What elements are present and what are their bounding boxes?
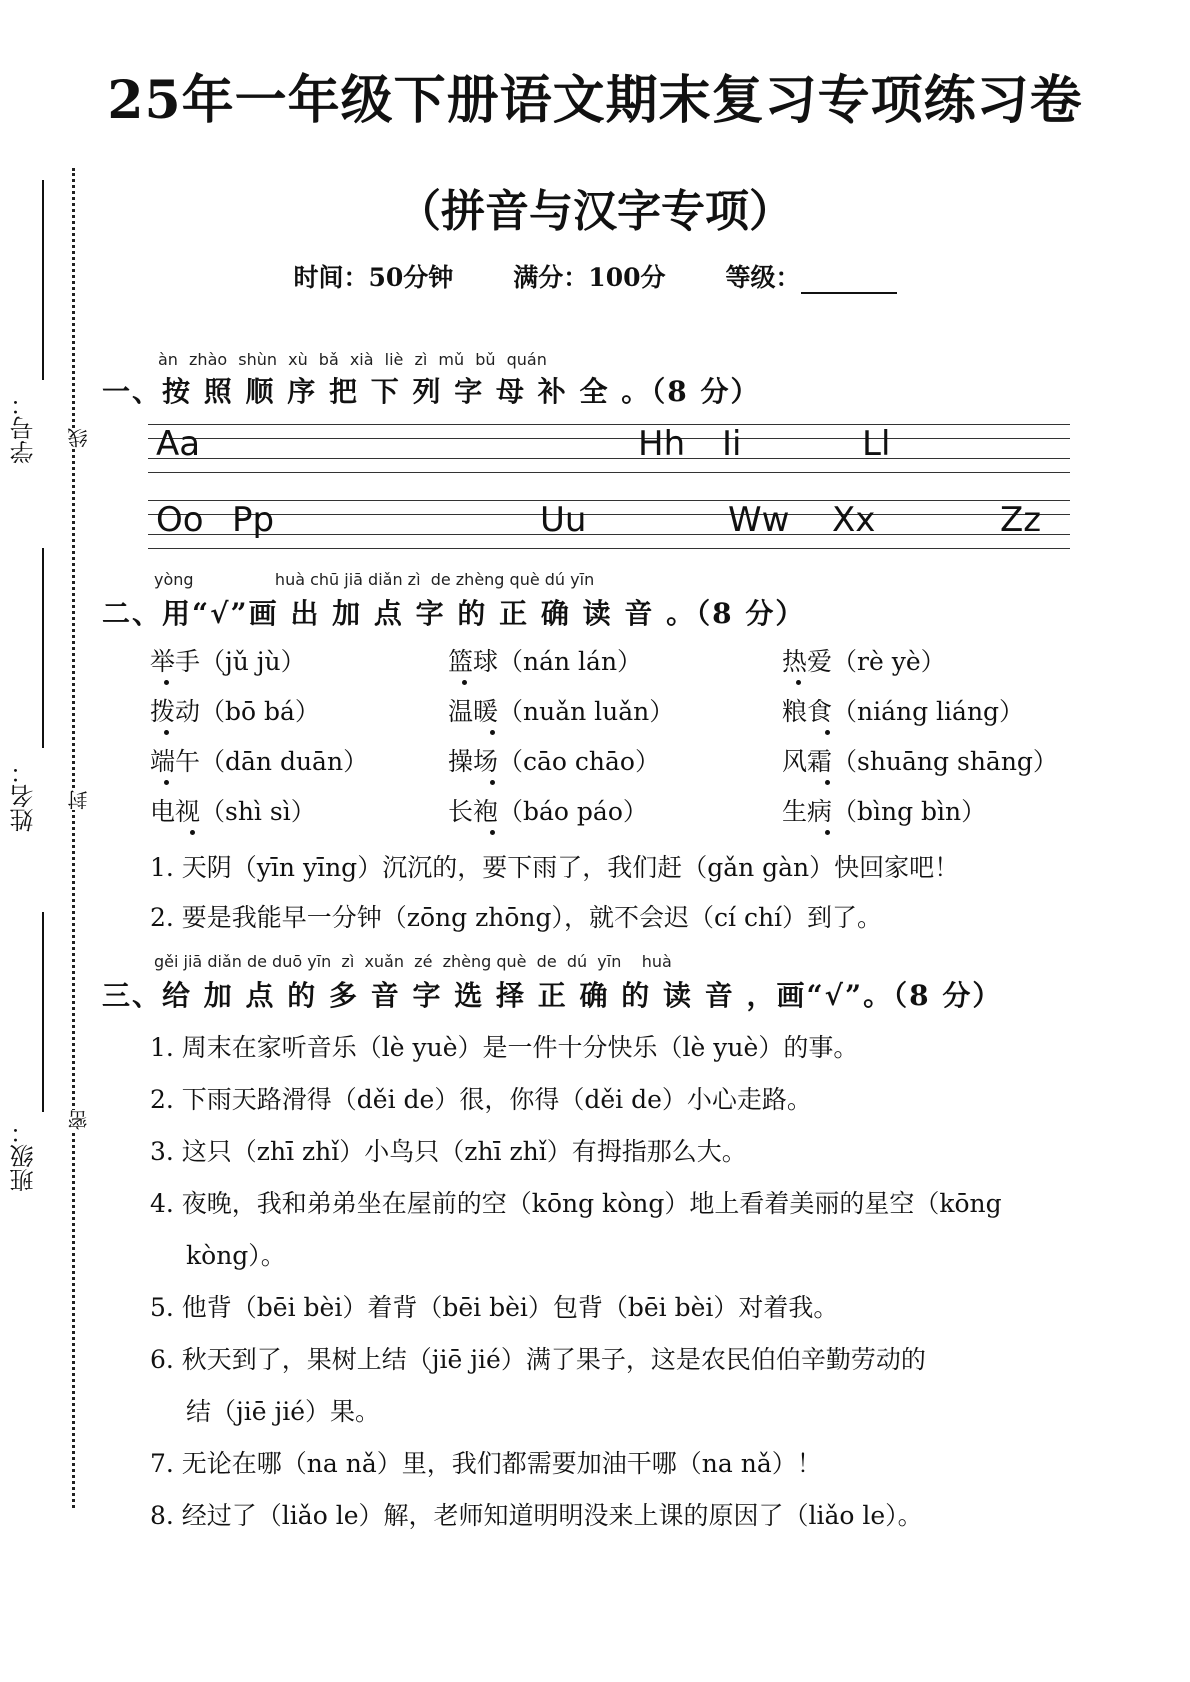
emphasis-dot xyxy=(462,680,467,685)
emphasis-dot xyxy=(490,780,495,785)
section2-sentence[interactable]: 1. 天阴（yīn yīng）沉沉的，要下雨了，我们赶（gǎn gàn）快回家吧！ xyxy=(150,853,960,882)
section3-pinyin: gěi jiā diǎn de duō yīn zì xuǎn zé zhèng què de dú yīn huà xyxy=(154,952,672,971)
page-title: 25年一年级下册语文期末复习专项练习卷 xyxy=(107,70,1083,131)
section1-title: 一、按 照 顺 序 把 下 列 字 母 补 全 。（8 分） xyxy=(102,375,761,408)
word-item[interactable]: 长袍（báo páo） xyxy=(448,797,648,826)
name-blank[interactable] xyxy=(42,548,44,748)
section3-sentence[interactable]: 1. 周末在家听音乐（lè yuè）是一件十分快乐（lè yuè）的事。 xyxy=(150,1033,859,1062)
section3-sentence-cont[interactable]: kòng）。 xyxy=(186,1241,286,1270)
word-item[interactable]: 端午（dān duān） xyxy=(150,747,369,776)
emphasis-dot xyxy=(825,780,830,785)
section2-sentence[interactable]: 2. 要是我能早一分钟（zōng zhōng），就不会迟（cí chí）到了。 xyxy=(150,903,883,932)
letter-pair: Xx xyxy=(832,500,876,540)
page-subtitle: （拼音与汉字专项） xyxy=(397,186,793,237)
section3-sentence[interactable]: 8. 经过了（liǎo le）解，老师知道明明没来上课的原因了（liǎo le）。 xyxy=(150,1501,923,1530)
word-item[interactable]: 风霜（shuāng shāng） xyxy=(782,747,1058,776)
emphasis-dot xyxy=(825,830,830,835)
cut-mark-line: 线 xyxy=(64,428,93,448)
word-item[interactable]: 热爱（rè yè） xyxy=(782,647,946,676)
emphasis-dot xyxy=(164,730,169,735)
section3-sentence[interactable]: 5. 他背（bēi bèi）着背（bēi bèi）包背（bēi bèi）对着我。 xyxy=(150,1293,839,1322)
word-item[interactable]: 操场（cāo chāo） xyxy=(448,747,660,776)
section3-sentence[interactable]: 3. 这只（zhī zhǐ）小鸟只（zhī zhǐ）有拇指那么大。 xyxy=(150,1137,747,1166)
word-item[interactable]: 电视（shì sì） xyxy=(150,797,316,826)
letter-pair: Pp xyxy=(232,500,275,540)
class-label: 班级： xyxy=(10,1120,38,1192)
section3-sentence[interactable]: 4. 夜晚，我和弟弟坐在屋前的空（kōng kòng）地上看着美丽的星空（kōng xyxy=(150,1189,1002,1218)
section2-word-grid xyxy=(150,642,1090,842)
word-item[interactable]: 篮球（nán lán） xyxy=(448,647,643,676)
section2-pinyin: yòng huà chū jiā diǎn zì de zhèng què dú yīn xyxy=(154,570,595,589)
word-item[interactable]: 拨动（bō bá） xyxy=(150,697,320,726)
letter-pair: Ii xyxy=(722,424,742,464)
cut-mark-secret: 密 xyxy=(64,1110,93,1130)
letter-pair: Oo xyxy=(156,500,204,540)
letter-pair: Aa xyxy=(156,424,201,464)
binding-dotted-line xyxy=(72,168,75,1508)
section1-pinyin: àn zhào shùn xù bǎ xià liè zì mǔ bǔ quán xyxy=(158,350,547,369)
grade-field[interactable] xyxy=(725,258,896,294)
word-item[interactable]: 粮食（niáng liáng） xyxy=(782,697,1025,726)
letter-pair: Ll xyxy=(862,424,891,464)
exam-meta xyxy=(0,258,1190,294)
grade-blank[interactable] xyxy=(801,270,897,294)
section2-title: 二、用“√”画 出 加 点 字 的 正 确 读 音 。（8 分） xyxy=(102,597,806,630)
emphasis-dot xyxy=(164,780,169,785)
section3-sentence[interactable]: 7. 无论在哪（na nǎ）里，我们都需要加油干哪（na nǎ）！ xyxy=(150,1449,822,1478)
alphabet-lines-row2[interactable] xyxy=(148,500,1070,550)
emphasis-dot xyxy=(825,730,830,735)
section3-sentence[interactable]: 6. 秋天到了，果树上结（jiē jié）满了果子，这是农民伯伯辛勤劳动的 xyxy=(150,1345,926,1374)
class-blank[interactable] xyxy=(42,912,44,1112)
emphasis-dot xyxy=(490,730,495,735)
name-label: 姓名： xyxy=(10,760,38,832)
emphasis-dot xyxy=(490,830,495,835)
time-label: 时间：50分钟 xyxy=(293,263,454,292)
word-item[interactable]: 举手（jǔ jù） xyxy=(150,647,306,676)
grade-label: 等级： xyxy=(725,263,801,292)
word-item[interactable]: 温暖（nuǎn luǎn） xyxy=(448,697,675,726)
letter-pair: Zz xyxy=(1000,500,1042,540)
letter-pair: Hh xyxy=(638,424,686,464)
section3-title: 三、给 加 点 的 多 音 字 选 择 正 确 的 读 音 ，画“√”。（8 分） xyxy=(102,979,1003,1012)
section3-sentence-cont[interactable]: 结（jiē jié）果。 xyxy=(186,1397,381,1426)
letter-pair: Uu xyxy=(540,500,587,540)
score-label: 满分：100分 xyxy=(513,263,666,292)
cut-mark-seal: 封 xyxy=(64,790,93,810)
alphabet-lines-row1[interactable] xyxy=(148,424,1070,474)
emphasis-dot xyxy=(796,680,801,685)
letter-pair: Ww xyxy=(728,500,790,540)
section3-sentence[interactable]: 2. 下雨天路滑得（děi de）很，你得（děi de）小心走路。 xyxy=(150,1085,812,1114)
emphasis-dot xyxy=(164,680,169,685)
word-item[interactable]: 生病（bìng bìn） xyxy=(782,797,987,826)
student-id-blank[interactable] xyxy=(42,180,44,380)
student-id-label: 学号： xyxy=(10,392,38,464)
emphasis-dot xyxy=(190,830,195,835)
